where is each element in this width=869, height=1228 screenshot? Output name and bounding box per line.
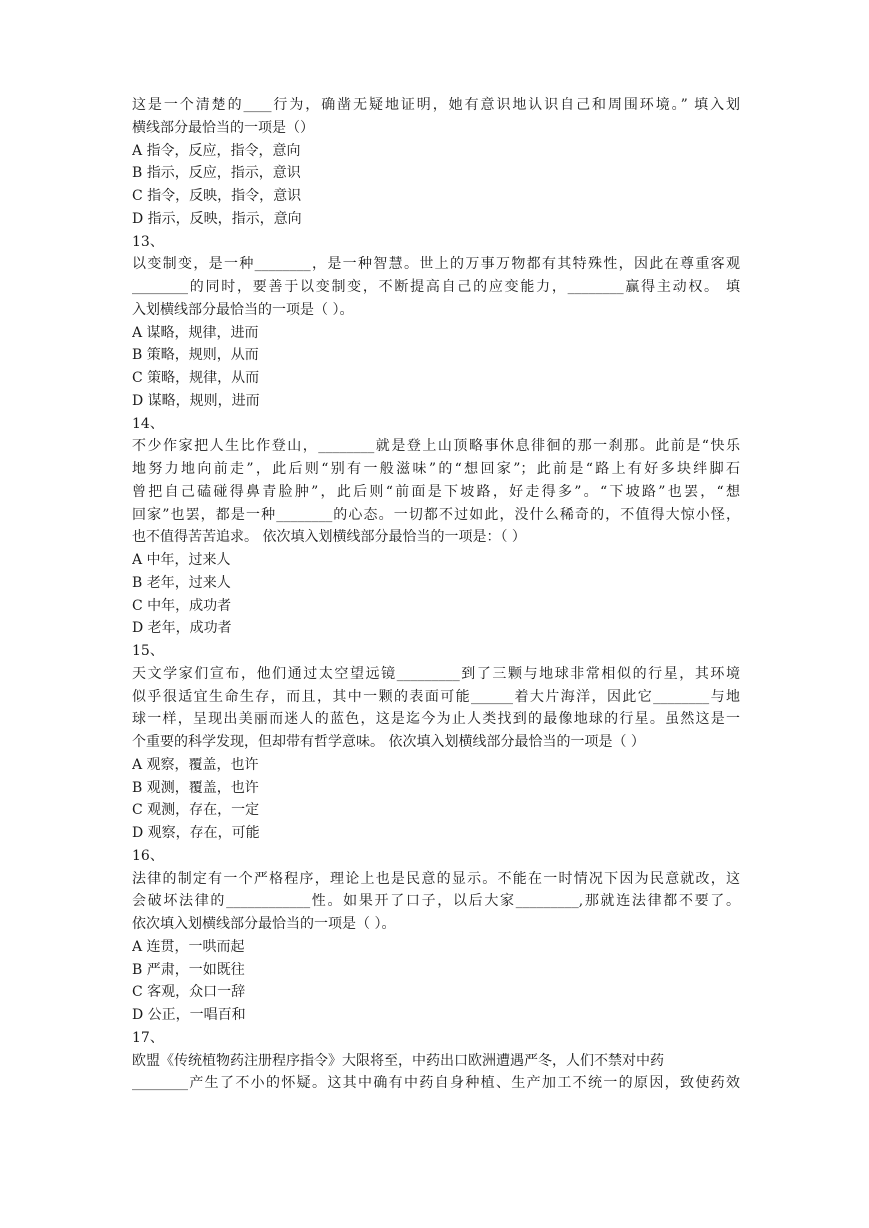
document-body: [132, 94, 740, 1095]
text-line: 似乎很适宜生命生存，而且，其中一颗的表面可能______着大片海洋，因此它________与地: [132, 688, 740, 705]
option-line: C 指令，反映，指令，意识: [132, 188, 302, 204]
question-number: 16、: [132, 847, 164, 864]
option-line: A 谋略，规律，进而: [132, 324, 259, 341]
option-line: B 指示，反应，指示，意识: [132, 165, 301, 182]
text-line: 球一样，呈现出美丽而迷人的蓝色，这是迄今为止人类找到的最像地球的行星。虽然这是一: [132, 711, 740, 728]
option-line: D 谋略，规则，进而: [132, 392, 260, 409]
option-line: A 连贯，一哄而起: [132, 938, 245, 955]
text-line: ________产生了不小的怀疑。这其中确有中药自身种植、生产加工不统一的原因，致使药效: [132, 1075, 740, 1092]
option-line: D 公正，一唱百和: [132, 1007, 246, 1023]
text-line: 回家”也罢，都是一种________的心态。一切都不过如此，没什么稀奇的，不值得大惊小怪，: [132, 506, 740, 523]
text-line: 地努力地向前走”，此后则“别有一般滋味”的“想回家”；此前是“路上有好多块绊脚石: [132, 461, 740, 477]
option-line: B 老年，过来人: [132, 574, 231, 591]
text-line: 个重要的科学发现，但却带有哲学意味。 依次填入划横线部分最恰当的一项是（ ）: [132, 734, 645, 750]
option-line: C 策略，规律，从而: [132, 370, 260, 386]
text-line: 曾把自己磕碰得鼻青脸肿”，此后则“前面是下坡路，好走得多”。“下坡路”也罢，“想: [132, 483, 740, 500]
question-number: 14、: [132, 415, 164, 432]
option-line: C 客观，众口一辞: [132, 984, 246, 1001]
option-line: D 观察，存在，可能: [132, 825, 260, 841]
text-line: 以变制变，是一种________，是一种智慧。世上的万事万物都有其特殊性，因此在尊重客观: [132, 256, 740, 273]
option-line: B 观测，覆盖，也许: [132, 779, 259, 796]
option-line: C 观测，存在，一定: [132, 802, 260, 819]
question-number: 13、: [132, 233, 164, 250]
text-line: 这是一个清楚的____行为，确凿无疑地证明，她有意识地认识自己和周围环境。” 填入划: [132, 97, 740, 113]
text-line: 不少作家把人生比作登山，________就是登上山顶略事休息徘徊的那一刹那。此前是“快乐: [132, 438, 740, 455]
option-line: B 严肃，一如既往: [132, 961, 245, 978]
option-line: D 老年，成功者: [132, 620, 232, 637]
option-line: D 指示，反映，指示，意向: [132, 210, 302, 227]
text-line: 横线部分最恰当的一项是（）: [132, 119, 314, 136]
option-line: C 中年，成功者: [132, 597, 232, 614]
question-number: 15、: [132, 643, 164, 659]
text-line: 入划横线部分最恰当的一项是（ ）。: [132, 301, 354, 318]
text-line: ________的同时，要善于以变制变，不断提高自己的应变能力，________赢得主动权。 填: [132, 279, 740, 295]
text-line: 会破坏法律的____________性。如果开了口子，以后大家_________,那就连法律都不要了。: [132, 893, 740, 910]
text-line: 天文学家们宣布，他们通过太空望远镜_________到了三颗与地球非常相似的行星，其环境: [132, 665, 740, 682]
text-line: 法律的制定有一个严格程序，理论上也是民意的显示。不能在一时情况下因为民意就改，这: [132, 870, 740, 887]
question-number: 17、: [132, 1029, 164, 1046]
option-line: A 中年，过来人: [132, 552, 231, 568]
text-line: 欧盟《传统植物药注册程序指令》大限将至，中药出口欧洲遭遇严冬，人们不禁对中药: [132, 1052, 664, 1069]
option-line: A 指令，反应，指令，意向: [132, 142, 301, 159]
option-line: A 观察，覆盖，也许: [132, 756, 259, 773]
option-line: B 策略，规则，从而: [132, 347, 259, 364]
text-line: 也不值得苦苦追求。 依次填入划横线部分最恰当的一项是：（ ）: [132, 529, 526, 546]
text-line: 依次填入划横线部分最恰当的一项是（ ）。: [132, 916, 396, 932]
